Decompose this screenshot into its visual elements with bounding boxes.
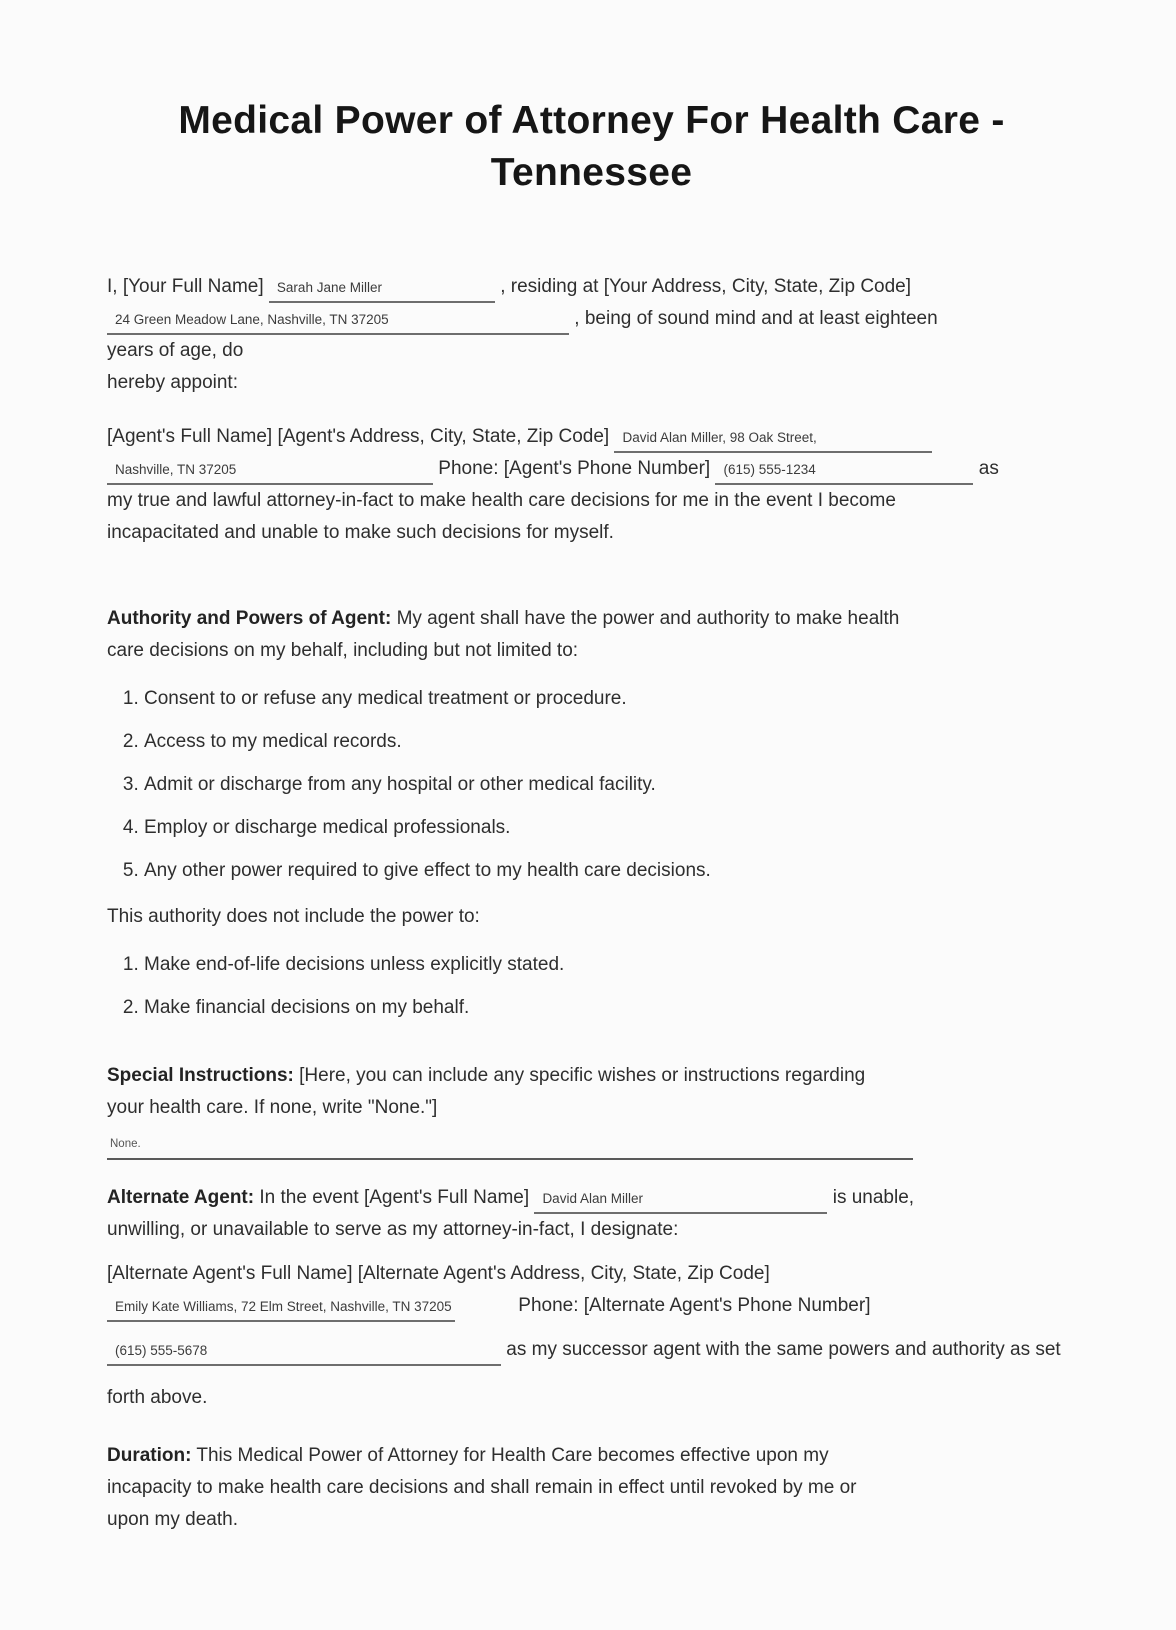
alternate-agent-info-field[interactable]: Emily Kate Williams, 72 Elm Street, Nashville, TN 37205 bbox=[107, 1299, 455, 1322]
intro-lead: I, [Your Full Name] bbox=[107, 276, 264, 297]
principal-address-field[interactable]: 24 Green Meadow Lane, Nashville, TN 37205 bbox=[107, 312, 569, 335]
exclusion-item: 2. Make financial decisions on my behalf. bbox=[144, 992, 1076, 1024]
intro-line-4: hereby appoint: bbox=[107, 372, 238, 393]
agent-after-phone: as bbox=[978, 458, 999, 479]
authority-intro-line-1: My agent shall have the power and authority to make health bbox=[396, 608, 900, 629]
authority-paragraph bbox=[107, 603, 1076, 667]
successor-text: as my successor agent with the same powers and authority as set bbox=[506, 1339, 1061, 1360]
duration-heading: Duration: bbox=[107, 1445, 192, 1466]
authority-intro-line-2: care decisions on my behalf, including but not limited to: bbox=[107, 640, 579, 661]
alternate-agent-phone-label: Phone: [Alternate Agent's Phone Number] bbox=[518, 1295, 871, 1316]
successor-paragraph bbox=[107, 1334, 1076, 1366]
alternate-agent-phone-field[interactable]: (615) 555-5678 bbox=[107, 1343, 501, 1366]
agent-name-address-field[interactable]: David Alan Miller, 98 Oak Street, bbox=[614, 430, 932, 453]
title-line-1: Medical Power of Attorney For Health Care - bbox=[178, 99, 1005, 142]
powers-list bbox=[107, 683, 1076, 887]
special-instructions-paragraph bbox=[107, 1060, 1076, 1124]
exclusion-intro: This authority does not include the power to: bbox=[107, 906, 480, 927]
power-item: 2. Access to my medical records. bbox=[144, 726, 1076, 758]
alternate-agent-after-name: is unable, bbox=[832, 1187, 915, 1208]
intro-after-address: , being of sound mind and at least eighteen bbox=[574, 308, 938, 329]
power-item: 3. Admit or discharge from any hospital or other medical facility. bbox=[144, 769, 1076, 801]
alternate-agent-labels: [Alternate Agent's Full Name] [Alternate Agent's Address, City, State, Zip Code] bbox=[107, 1263, 770, 1284]
duration-paragraph bbox=[107, 1440, 1076, 1536]
agent-phone-label: Phone: [Agent's Phone Number] bbox=[438, 458, 711, 479]
agent-body-line-1: my true and lawful attorney-in-fact to make health care decisions for me in the event I become bbox=[107, 490, 896, 511]
agent-labels: [Agent's Full Name] [Agent's Address, City, State, Zip Code] bbox=[107, 426, 610, 447]
alternate-agent-line-2: unwilling, or unavailable to serve as my attorney-in-fact, I designate: bbox=[107, 1219, 679, 1240]
alternate-agent-paragraph bbox=[107, 1182, 1076, 1246]
exclusions-list bbox=[107, 949, 1076, 1024]
power-item: 1. Consent to or refuse any medical treatment or procedure. bbox=[144, 683, 1076, 715]
agent-address2-field[interactable]: Nashville, TN 37205 bbox=[107, 462, 433, 485]
successor-closing: forth above. bbox=[107, 1387, 208, 1408]
document-title bbox=[107, 95, 1076, 199]
duration-line-3: upon my death. bbox=[107, 1509, 238, 1530]
duration-line-2: incapacity to make health care decisions and shall remain in effect until revoked by me or bbox=[107, 1477, 857, 1498]
power-item: 5. Any other power required to give effect to my health care decisions. bbox=[144, 855, 1076, 887]
special-instructions-field[interactable]: None. bbox=[107, 1138, 913, 1160]
alternate-agent-heading: Alternate Agent: bbox=[107, 1187, 255, 1208]
alternate-agent-lead: In the event [Agent's Full Name] bbox=[259, 1187, 530, 1208]
special-instructions-line-2: your health care. If none, write "None."] bbox=[107, 1097, 438, 1118]
intro-line-3: years of age, do bbox=[107, 340, 244, 361]
principal-name-field[interactable]: Sarah Jane Miller bbox=[269, 280, 495, 303]
duration-line-1: This Medical Power of Attorney for Health Care becomes effective upon my bbox=[196, 1445, 829, 1466]
authority-heading: Authority and Powers of Agent: bbox=[107, 608, 392, 629]
agent-phone-field[interactable]: (615) 555-1234 bbox=[715, 462, 973, 485]
intro-after-name: , residing at [Your Address, City, State, Zip Code] bbox=[500, 276, 912, 297]
agent-paragraph bbox=[107, 421, 1076, 549]
principal-paragraph bbox=[107, 271, 1076, 399]
agent-body-line-2: incapacitated and unable to make such decisions for myself. bbox=[107, 522, 614, 543]
special-instructions-line-1: [Here, you can include any specific wishes or instructions regarding bbox=[299, 1065, 866, 1086]
title-line-2: Tennessee bbox=[490, 151, 693, 194]
power-item: 4. Employ or discharge medical professionals. bbox=[144, 812, 1076, 844]
alternate-agent-details-paragraph bbox=[107, 1258, 1076, 1322]
exclusion-item: 1. Make end-of-life decisions unless explicitly stated. bbox=[144, 949, 1076, 981]
special-instructions-heading: Special Instructions: bbox=[107, 1065, 294, 1086]
alternate-agent-name-ref-field[interactable]: David Alan Miller bbox=[534, 1191, 827, 1214]
